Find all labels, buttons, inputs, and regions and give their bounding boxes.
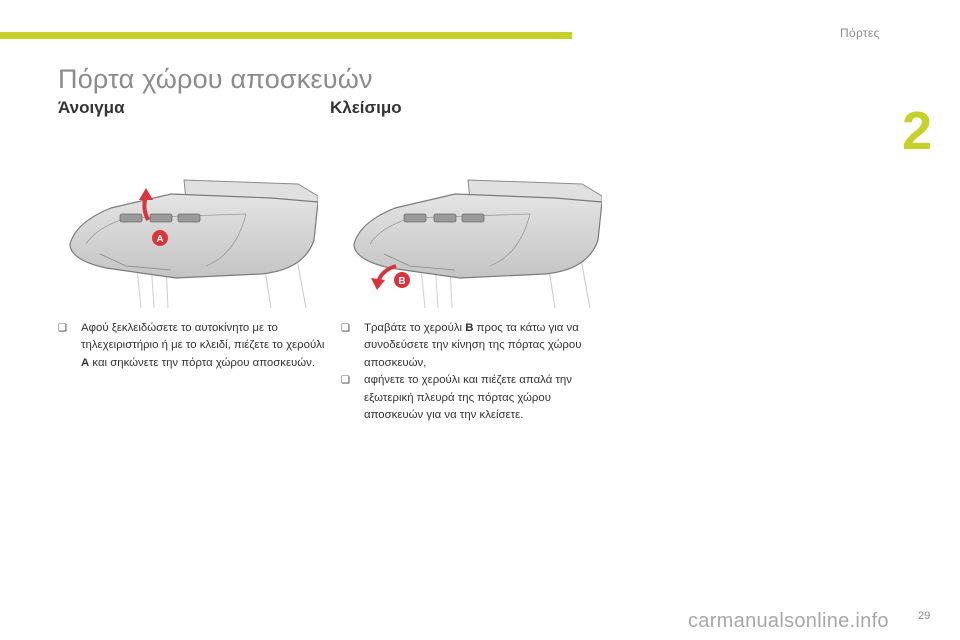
bullet-text: Αφού ξεκλειδώσετε το αυτοκίνητο με το τηλεχειριστήριο ή με το κλειδί, πιέζετε το χερούλι <box>81 322 325 352</box>
watermark: carmanualsonline.info <box>688 610 889 632</box>
checkbox-icon: ❑ <box>341 375 350 387</box>
pull-down-arrow-head <box>371 278 385 290</box>
list-item <box>341 320 611 372</box>
section-title-closing: Κλείσιμο <box>330 98 402 117</box>
chapter-number: 2 <box>902 101 933 161</box>
tailgate-opening-illustration <box>56 174 318 308</box>
tailgate-opening-drawing <box>56 174 318 308</box>
bullet-text: προς τα κάτω για να συνοδεύσετε την κίνηση της πόρτας χώρου αποσκευών, <box>364 322 582 369</box>
tailgate-closing-drawing <box>340 174 602 308</box>
chapter-title: Πόρτες <box>840 26 880 40</box>
checkbox-icon: ❑ <box>341 323 350 334</box>
list-item <box>58 320 328 372</box>
checkbox-icon: ❑ <box>58 323 67 334</box>
callout-a-label: A <box>156 234 164 245</box>
closing-instructions <box>341 320 611 424</box>
callout-b-label: B <box>398 276 406 287</box>
page-title: Πόρτα χώρου αποσκευών <box>58 64 373 94</box>
bullet-text: Τραβάτε το χερούλι <box>364 322 466 334</box>
bullet-text: αφήνετε το χερούλι και πιέζετε απαλά την εξωτερική πλευρά της πόρτας χώρου αποσκευών για να την κλείσετε. <box>364 374 572 422</box>
handle-reference-a: A <box>81 356 90 369</box>
tailgate-closing-illustration <box>340 174 602 308</box>
section-title-opening: Άνοιγμα <box>58 98 125 117</box>
chapter-accent-bar <box>0 32 572 39</box>
handle-reference-b: B <box>465 322 474 334</box>
lift-arrow-head <box>139 188 153 200</box>
bullet-text: και σηκώνετε την πόρτα χώρου αποσκευών. <box>89 356 316 369</box>
opening-instructions <box>58 320 328 372</box>
page-number: 29 <box>918 610 931 622</box>
list-item <box>341 372 611 424</box>
